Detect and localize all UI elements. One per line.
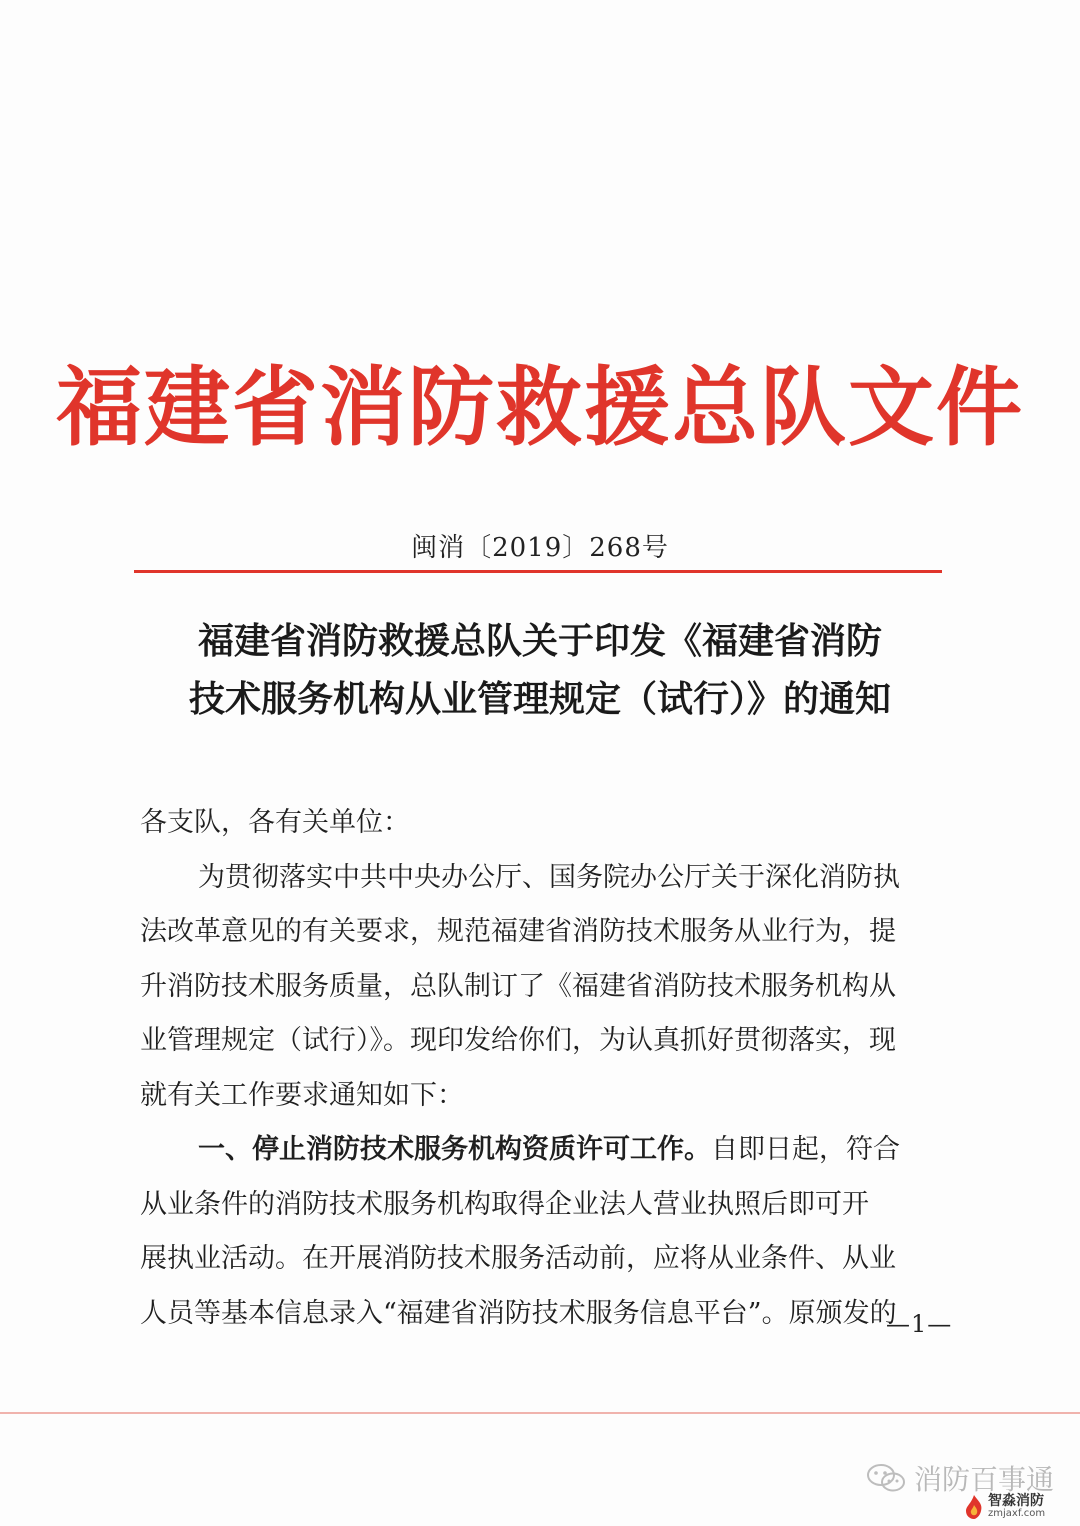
body-line: 为贯彻落实中共中央办公厅、国务院办公厅关于深化消防执 [198, 861, 900, 893]
page-bottom-edge [0, 1412, 1080, 1414]
body-line: 法改革意见的有关要求，规范福建省消防技术服务从业行为，提 [140, 916, 896, 947]
item-1-heading: 一、停止消防技术服务机构资质许可工作。 [198, 1134, 711, 1165]
item-1-text: 自即日起，符合 [711, 1134, 900, 1165]
brand-domain: zmjaxf.com [988, 1508, 1046, 1519]
brand-logo [962, 1490, 1072, 1524]
flame-logo-icon [962, 1494, 986, 1520]
body-line: 业管理规定（试行）》。现印发给你们，为认真抓好贯彻落实，现 [140, 1025, 896, 1056]
body-line: 升消防技术服务质量，总队制订了《福建省消防技术服务机构从 [140, 970, 896, 1002]
document-title [120, 612, 960, 728]
document-title-line-2: 技术服务机构从业管理规定（试行）》的通知 [188, 678, 891, 720]
body-line: 人员等基本信息录入“福建省消防技术服务信息平台”。原颁发的 [140, 1297, 897, 1329]
body-line: 就有关工作要求通知如下： [140, 1079, 464, 1111]
agency-header-title: 福建省消防救援总队文件 [56, 357, 1024, 458]
brand-name: 智淼消防 [988, 1493, 1044, 1509]
document-body [140, 796, 953, 1341]
body-line: 从业条件的消防技术服务机构取得企业法人营业执照后即可开 [140, 1188, 869, 1220]
red-divider-line [134, 570, 942, 573]
document-number: 闽消〔2019〕268号 [411, 533, 669, 563]
wechat-icon [866, 1463, 906, 1493]
page-number: —1— [886, 1310, 953, 1338]
document-title-line-1: 福建省消防救援总队关于印发《福建省消防 [197, 620, 882, 662]
body-line: 展执业活动。在开展消防技术服务活动前，应将从业条件、从业 [140, 1243, 896, 1274]
salutation: 各支队，各有关单位： [140, 807, 410, 838]
wechat-account-name: 消防百事通 [914, 1463, 1055, 1496]
item-1-first-line [140, 1123, 950, 1178]
